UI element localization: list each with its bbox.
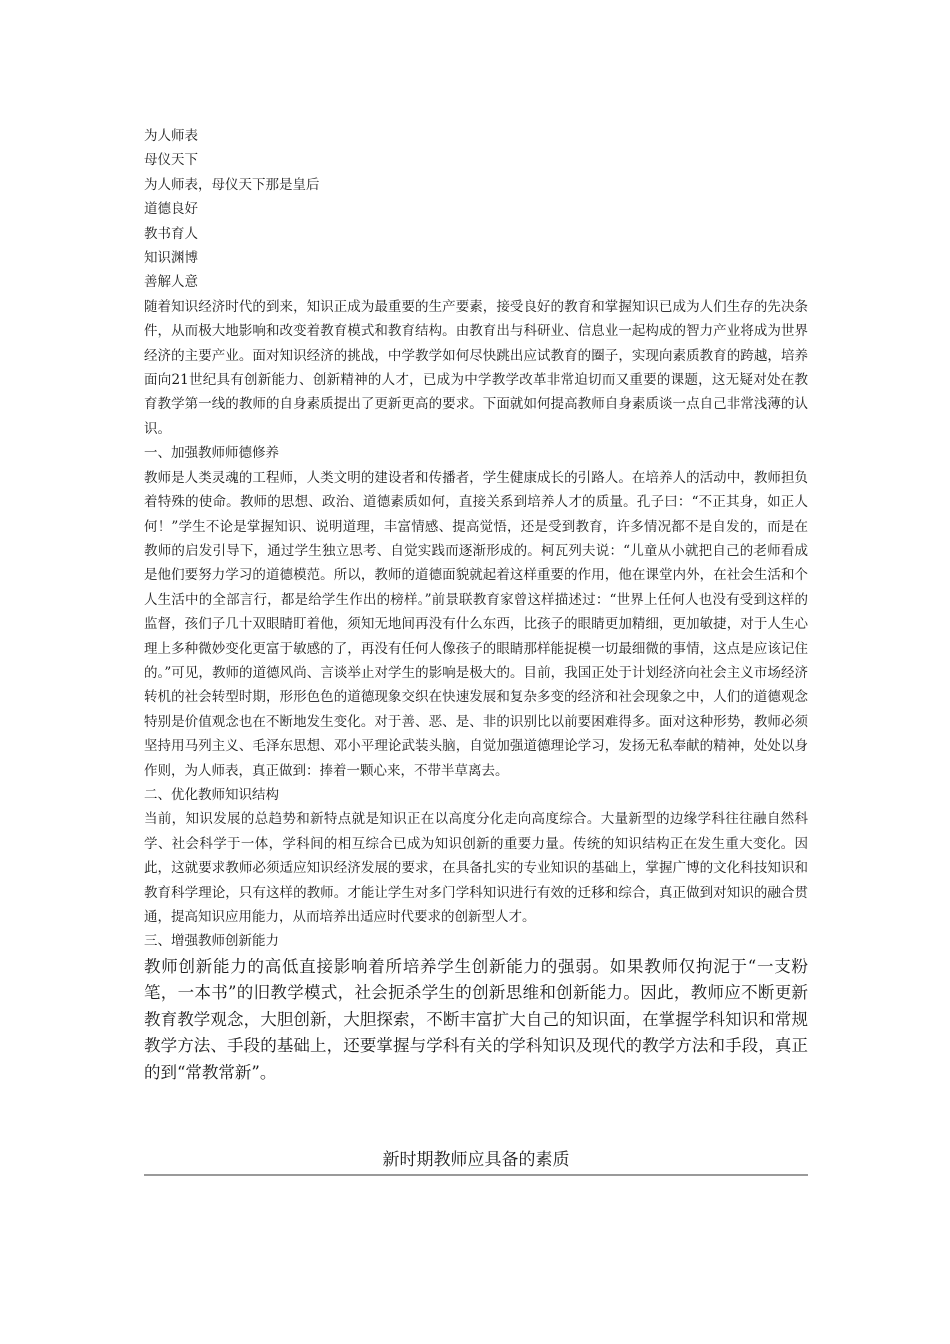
intro-line: 知识渊博 (144, 250, 198, 267)
document-body (144, 124, 808, 1086)
section-heading-1: 一、加强教师师德修养 (144, 445, 279, 462)
intro-line: 为人师表 (144, 128, 198, 144)
intro-line: 为人师表，母仪天下那是皇后 (144, 176, 320, 193)
footer-title: 新时期教师应具备的素质 (382, 1150, 570, 1170)
footer-divider (144, 1174, 808, 1176)
intro-line: 道德良好 (144, 201, 198, 218)
section-body-1: 教师是人类灵魂的工程师，人类文明的建设者和传播者，学生健康成长的引路人。在培养人的活动中，教师担负着特殊的使命。教师的思想、政治、道德素质如何，直接关系到培养人才的质量。孔子曰：“不正其身，如正人何！”学生不论是掌握知识、说明道理，丰富情感、提高觉悟，还是受到教育，许多情况都不是自发的，而是在教师的启发引导下，通过学生独立思考、自觉实践而逐渐形成的。柯瓦列夫说：“儿童从小就把自己的老师看成是他们要努力学习的道德模范。所以，教师的道德面貌就起着这样重要的作用，他在课堂内外，在社会生活和个人生活中的全部言行，都是给学生作出的榜样。”前景联教育家曾这样描述过：“世界上任何人也没有受到这样的监督，孩们子几十双眼睛盯着他，须知无地间再没有什么东西，比孩子的眼睛更加精细，更加敏捷，对于人生心理上多种微妙变化更富于敏感的了，再没有任何人像孩子的眼睛那样能捉模一切最细微的事情，这点是应该记住的。”可见，教师的道德风尚、言谈举止对学生的影响是极大的。目前，我国正处于计划经济向社会主义市场经济转机的社会转型时期，形形色色的道德现象交织在快速发展和复杂多变的经济和社会现象之中，人们的道德观念特别是价值观念也在不断地发生变化。对于善、恶、是、非的识别比以前要困难得多。面对这种形势，教师必须坚持用马列主义、毛泽东思想、邓小平理论武装头脑，自觉加强道德理论学习，发扬无私奉献的精神，处处以身作则，为人师表，真正做到：捧着一颗心来，不带半草离去。 (144, 469, 808, 779)
intro-paragraph: 随着知识经济时代的到来，知识正成为最重要的生产要素，接受良好的教育和掌握知识已成为人们生存的先决条件，从而极大地影响和改变着教育模式和教育结构。由教育出与科研业、信息业一起构成的智力产业将成为世界经济的主要产业。面对知识经济的挑战，中学教学如何尽快跳出应试教育的圈子，实现向素质教育的跨越，培养面向21世纪具有创新能力、创新精神的人才，已成为中学教学改革非常迫切而又重要的课题，这无疑对处在教育教学第一线的教师的自身素质提出了更新更高的要求。下面就如何提高教师自身素质谈一点自己非常浅薄的认识。 (144, 298, 808, 437)
section-body-3: 教师创新能力的高低直接影响着所培养学生创新能力的强弱。如果教师仅拘泥于“一支粉笔，一本书”的旧教学模式，社会扼杀学生的创新思维和创新能力。因此，教师应不断更新教育教学观念，大胆创新，大胆探索，不断丰富扩大自己的知识面，在掌握学科知识和常规教学方法、手段的基础上，还要掌握与学科有关的学科知识及现代的教学方法和手段，真正的到“常教常新”。 (144, 956, 808, 1082)
section-body-2: 当前，知识发展的总趋势和新特点就是知识正在以高度分化走向高度综合。大量新型的边缘学科往往融自然科学、社会科学于一体，学科间的相互综合已成为知识创新的重要力量。传统的知识结构正在发生重大变化。因此，这就要求教师必须适应知识经济发展的要求，在具备扎实的专业知识的基础上，掌握广博的文化科技知识和教育科学理论，只有这样的教师。才能让学生对多门学科知识进行有效的迁移和综合，真正做到对知识的融合贯通，提高知识应用能力，从而培养出适应时代要求的创新型人才。 (144, 811, 808, 925)
intro-line: 教书育人 (144, 225, 198, 242)
section-heading-3: 三、增强教师创新能力 (144, 933, 279, 950)
intro-line: 善解人意 (144, 274, 198, 291)
intro-line: 母仪天下 (144, 152, 198, 169)
section-heading-2: 二、优化教师知识结构 (144, 786, 279, 803)
